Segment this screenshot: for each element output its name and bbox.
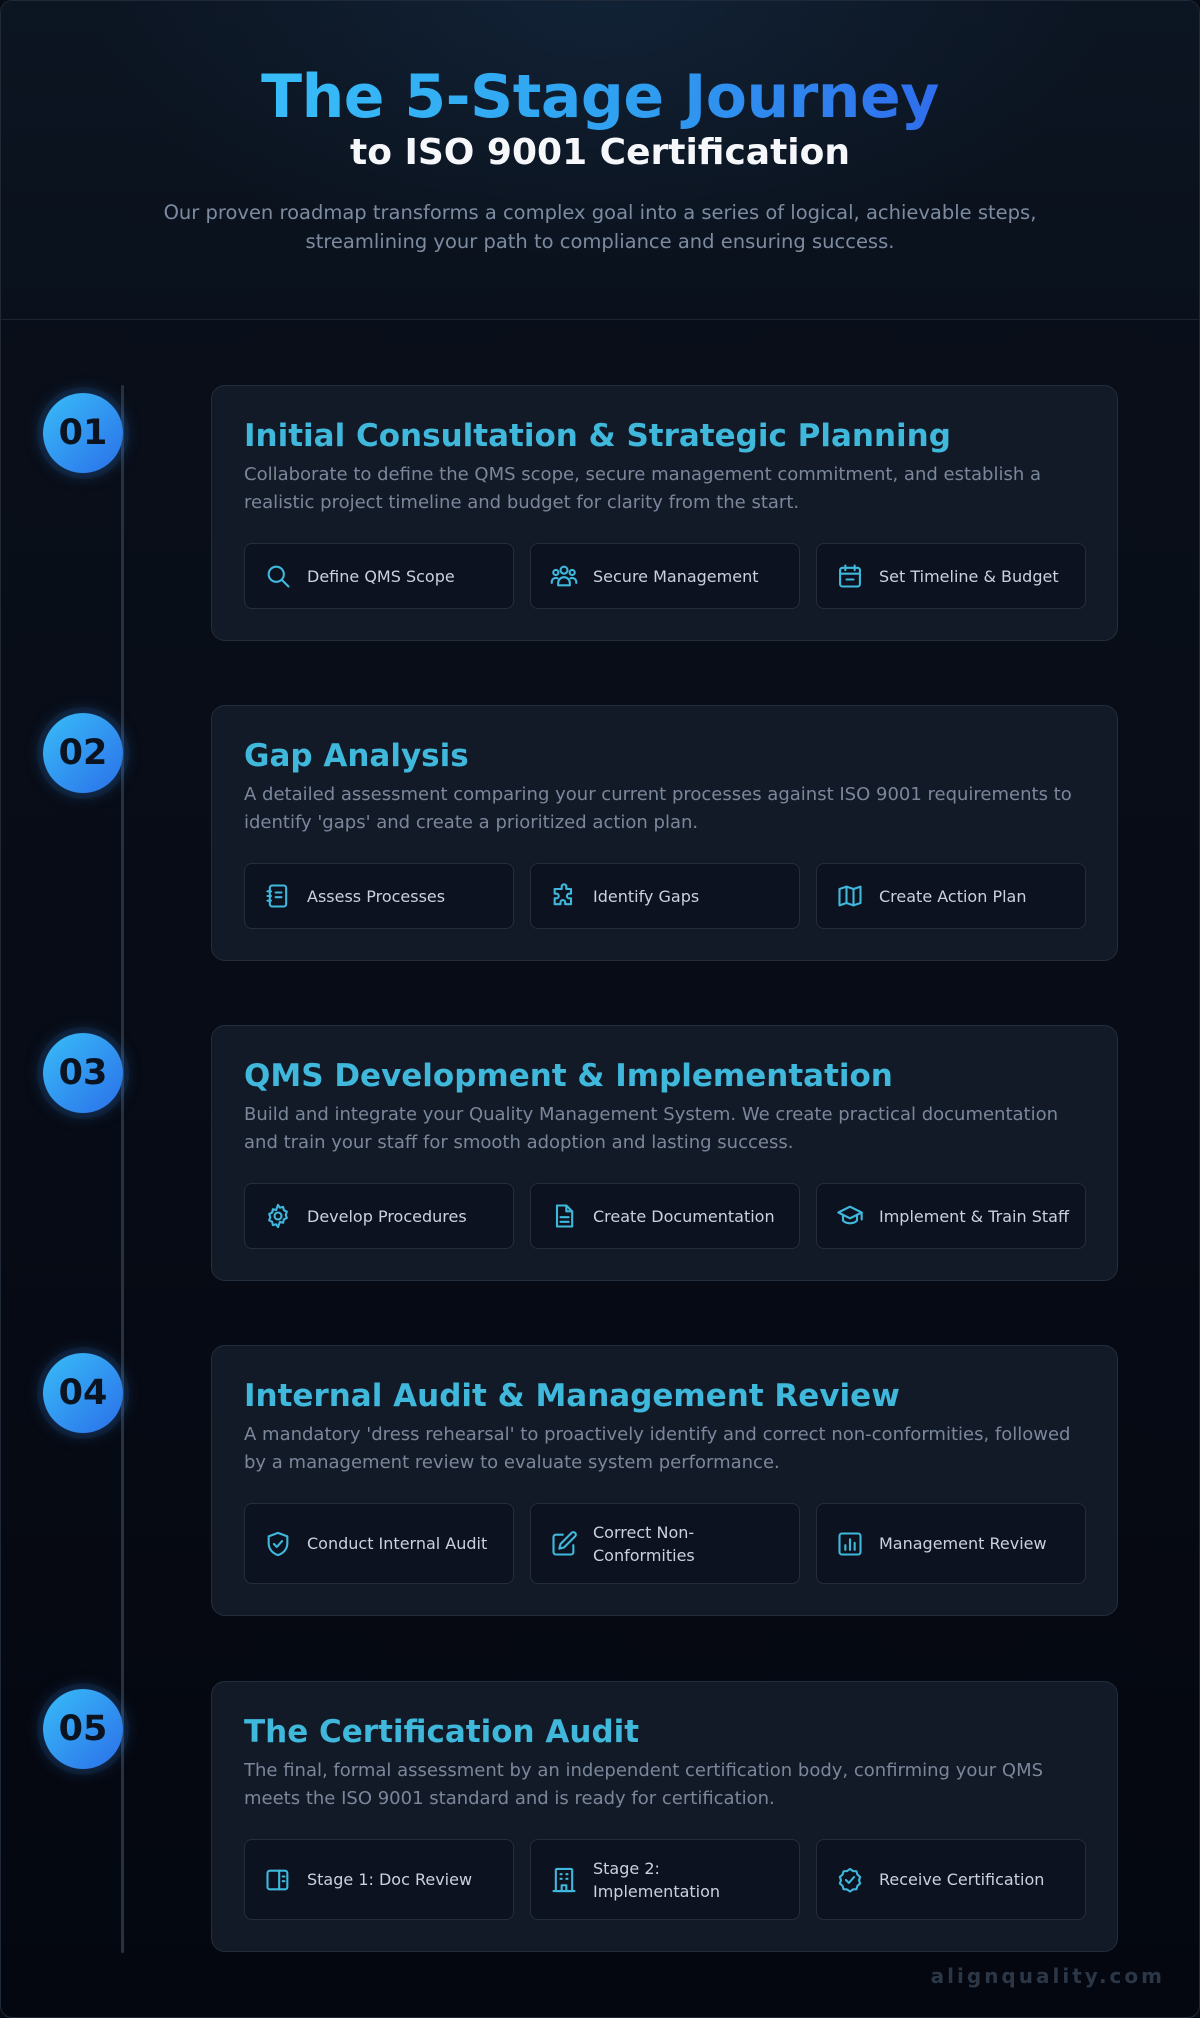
step-chip (530, 1503, 800, 1584)
step-label: Implement & Train Staff (879, 1206, 1069, 1226)
stage-steps (244, 1183, 1086, 1249)
step-chip (530, 1839, 800, 1920)
step-chip (530, 1183, 800, 1249)
stage-card (211, 1681, 1118, 1952)
stage-steps (244, 1839, 1086, 1920)
step-chip (530, 863, 800, 929)
step-label: Conduct Internal Audit (307, 1534, 488, 1553)
page-subtitle: to ISO 9001 Certification (349, 132, 851, 173)
step-chip (530, 543, 800, 609)
stage-card (211, 1025, 1118, 1281)
stage-title: QMS Development & Implementation (244, 1058, 893, 1094)
step-label: Stage 2: Implementation (593, 1858, 721, 1901)
puzzle-icon (549, 881, 579, 911)
stage-title: Gap Analysis (244, 738, 469, 774)
edit-icon (549, 1529, 579, 1559)
step-label: Develop Procedures (307, 1206, 467, 1226)
bar-chart-icon (835, 1529, 865, 1559)
step-chip (244, 1839, 514, 1920)
step-label: Secure Management (593, 566, 759, 586)
document-icon (549, 1201, 579, 1231)
step-label: Set Timeline & Budget (879, 566, 1059, 586)
step-label: Stage 1: Doc Review (307, 1870, 473, 1889)
stage-steps (244, 543, 1086, 609)
footer-brand: alignquality.com (930, 1964, 1165, 1988)
stage-description: Collaborate to define the QMS scope, secure management commitment, and establish a realistic project timeline and budget for clarity from the start. (244, 464, 1042, 513)
stage-title: Internal Audit & Management Review (244, 1378, 900, 1414)
users-icon (549, 561, 579, 591)
stage-number-badge: 05 (43, 1689, 123, 1769)
search-icon (263, 561, 293, 591)
stage-card (211, 1345, 1118, 1616)
step-label: Assess Processes (307, 886, 446, 906)
step-chip (816, 1183, 1086, 1249)
step-label: Create Documentation (593, 1206, 775, 1226)
stage-card (211, 705, 1118, 961)
stage-steps (244, 863, 1086, 929)
notebook-icon (263, 881, 293, 911)
stage-number-badge: 03 (43, 1033, 123, 1113)
book-open-icon (263, 1865, 293, 1895)
calendar-icon (835, 561, 865, 591)
stage-description: A detailed assessment comparing your current processes against ISO 9001 requirements to identify 'gaps' and create a prioritized action plan. (244, 784, 1072, 833)
step-label: Correct Non-Conformities (593, 1522, 695, 1565)
step-chip (816, 1503, 1086, 1584)
stage-number-badge: 04 (43, 1353, 123, 1433)
stage-description: A mandatory 'dress rehearsal' to proactively identify and correct non-conformities, followed by a management review to evaluate system performance. (244, 1424, 1071, 1473)
page-title: The 5-Stage Journey (261, 62, 939, 132)
stage-title: Initial Consultation & Strategic Planning (244, 418, 951, 454)
stage-number-badge: 01 (43, 393, 123, 473)
step-label: Management Review (879, 1534, 1047, 1553)
badge-check-icon (835, 1865, 865, 1895)
stage-description: Build and integrate your Quality Management System. We create practical documentation and train your staff for smooth adoption and lasting success. (244, 1104, 1059, 1153)
stage-steps (244, 1503, 1086, 1584)
gear-icon (263, 1201, 293, 1231)
step-chip (244, 1183, 514, 1249)
step-chip (816, 863, 1086, 929)
map-icon (835, 881, 865, 911)
step-chip (244, 543, 514, 609)
step-chip (816, 1839, 1086, 1920)
step-chip (816, 543, 1086, 609)
stage-title: The Certification Audit (244, 1714, 640, 1750)
step-label: Receive Certification (879, 1870, 1045, 1889)
stage-number-badge: 02 (43, 713, 123, 793)
step-label: Identify Gaps (593, 886, 700, 906)
step-label: Define QMS Scope (307, 566, 455, 586)
graduation-cap-icon (835, 1201, 865, 1231)
step-chip (244, 863, 514, 929)
stage-card (211, 385, 1118, 641)
stage-description: The final, formal assessment by an independent certification body, confirming your QMS meets the ISO 9001 standard and is ready for certification. (244, 1760, 1044, 1809)
building-icon (549, 1865, 579, 1895)
header (1, 1, 1199, 320)
step-label: Create Action Plan (879, 886, 1027, 906)
intro-text: Our proven roadmap transforms a complex goal into a series of logical, achievable steps, streamlining your path to compliance and ensuring success. (163, 201, 1037, 253)
shield-check-icon (263, 1529, 293, 1559)
step-chip (244, 1503, 514, 1584)
